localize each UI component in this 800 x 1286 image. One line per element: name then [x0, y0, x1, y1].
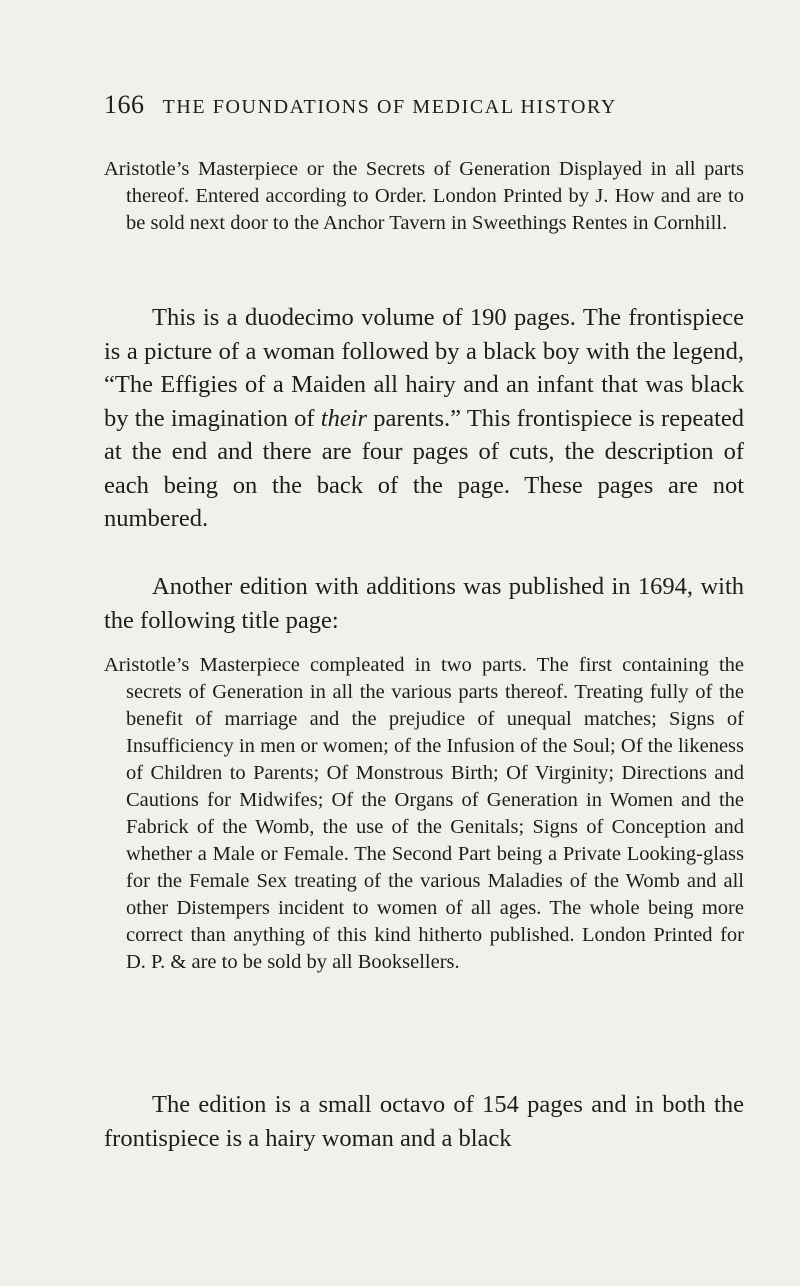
running-head-title: THE FOUNDATIONS OF MEDICAL HISTORY	[162, 96, 617, 118]
bibliographic-title-1-text: Aristotle’s Masterpiece or the Secrets of Generation Displayed in all parts thereof. Entered according to Order. London Printed by J. How and are to be sold next door to the Anchor Tavern in Sweethings Rentes in Cornhill.	[104, 158, 744, 234]
bibliographic-title-2-text: Aristotle’s Masterpiece compleated in two parts. The first containing the secrets of Generation in all the various parts thereof. Treating fully of the benefit of marriage and the prejudice of unequal matches; Signs of Insufficiency in men or women; of the Infusion of the Soul; Of the likeness of Children to Parents; Of Monstrous Birth; Of Virginity; Directions and Cautions for Midwifes; Of the Organs of Generation in Women and the Fabrick of the Womb, the use of the Genitals; Signs of Conception and whether a Male or Female. The Second Part being a Private Looking-glass for the Female Sex treating of the various Maladies of the Womb and all other Distempers incident to women of all ages. The whole being more correct than anything of this kind hitherto published. London Printed for D. P. & are to be sold by all Booksellers.	[104, 654, 744, 973]
description-paragraph-2: Another edition with additions was published in 1694, with the following title page:	[104, 573, 744, 634]
page-number: 166	[104, 90, 145, 119]
bibliographic-title-2	[104, 652, 744, 976]
running-head	[104, 90, 744, 120]
paragraph-1-text-a: This is a duodecimo volume of 190 pages. The frontispiece is a picture of a woman followed by a black boy with the legend, “The Effigies of a Maiden all hairy and an infant that was black by the imagination of	[104, 304, 744, 432]
paragraph-1-text-b: parents.” This frontispiece is repeated at the end and there are four pages of cuts, the description of each being on the back of the page. These pages are not numbered.	[104, 404, 745, 532]
description-paragraph-3: The edition is a small octavo of 154 pages and in both the frontispiece is a hairy woman and a black	[104, 1091, 744, 1152]
bibliographic-title-1	[104, 156, 744, 237]
paragraph-1-italic: their	[320, 404, 368, 432]
description-paragraph-1	[104, 301, 744, 536]
